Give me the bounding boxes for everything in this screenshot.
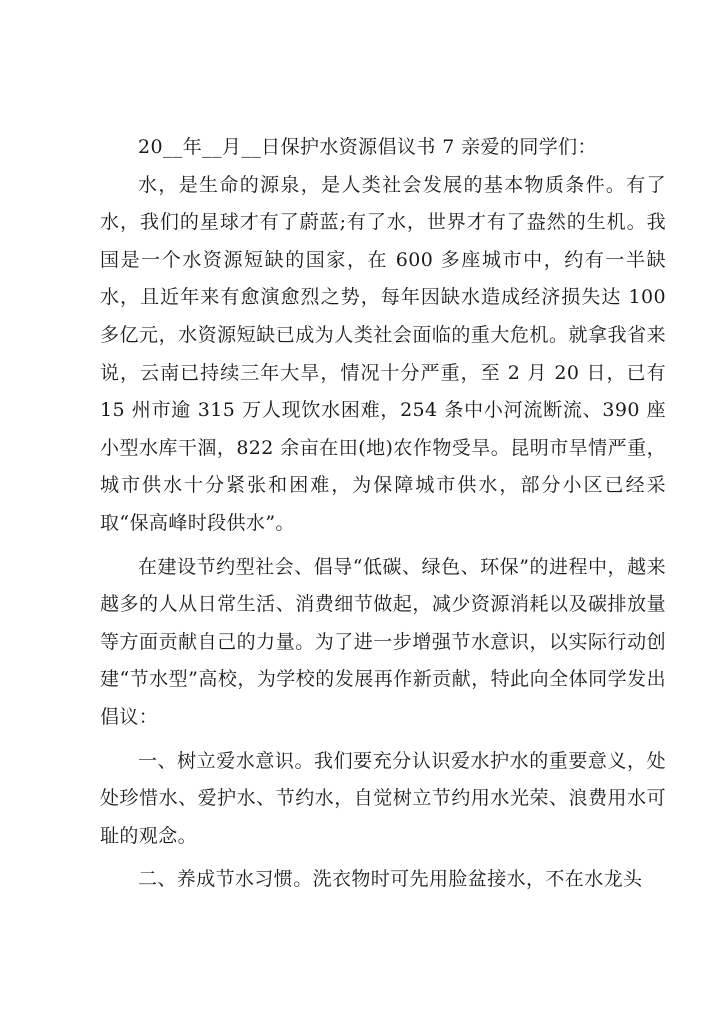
- paragraph-point-one: 一、树立爱水意识。我们要充分认识爱水护水的重要意义，处处珍惜水、爱护水、节约水，自觉树立节约用水光荣、浪费用水可耻的观念。: [100, 749, 666, 847]
- paragraph-initiative: 在建设节约型社会、倡导“低碳、绿色、环保”的进程中，越来越多的人从日常生活、消费细节做起，减少资源消耗以及碳排放量等方面贡献自己的力量。为了进一步增强节水意识，以实际行动创建“节水型”高校，为学校的发展再作新贡献，特此向全体同学发出倡议：: [100, 555, 666, 728]
- paragraph-point-two: 二、养成节水习惯。洗衣物时可先用脸盆接水，不在水龙头: [138, 868, 643, 891]
- paragraph-water-crisis: 水，是生命的源泉，是人类社会发展的基本物质条件。有了水，我们的星球才有了蔚蓝;有了水，世界才有了盎然的生机。我国是一个水资源短缺的国家，在 600 多座城市中，约有一半缺水，且近年来有愈演愈烈之势，每年因缺水造成经济损失达 100 多亿元，水资源短缺已成为人类社会面临的重大危机。就拿我省来说，云南已持续三年大旱，情况十分严重，至 2 月 20 日，已有 15 州市逾 315 万人现饮水困难，254 条中小河流断流、390 座小型水库干涸，822 余亩在田(地)农作物受旱。昆明市旱情严重，城市供水十分紧张和困难，为保障城市供水，部分小区已经采取“保高峰时段供水”。: [100, 173, 666, 534]
- document-body: [100, 129, 666, 899]
- document-heading: 20__年__月__日保护水资源倡议书 7 亲爱的同学们：: [138, 136, 597, 158]
